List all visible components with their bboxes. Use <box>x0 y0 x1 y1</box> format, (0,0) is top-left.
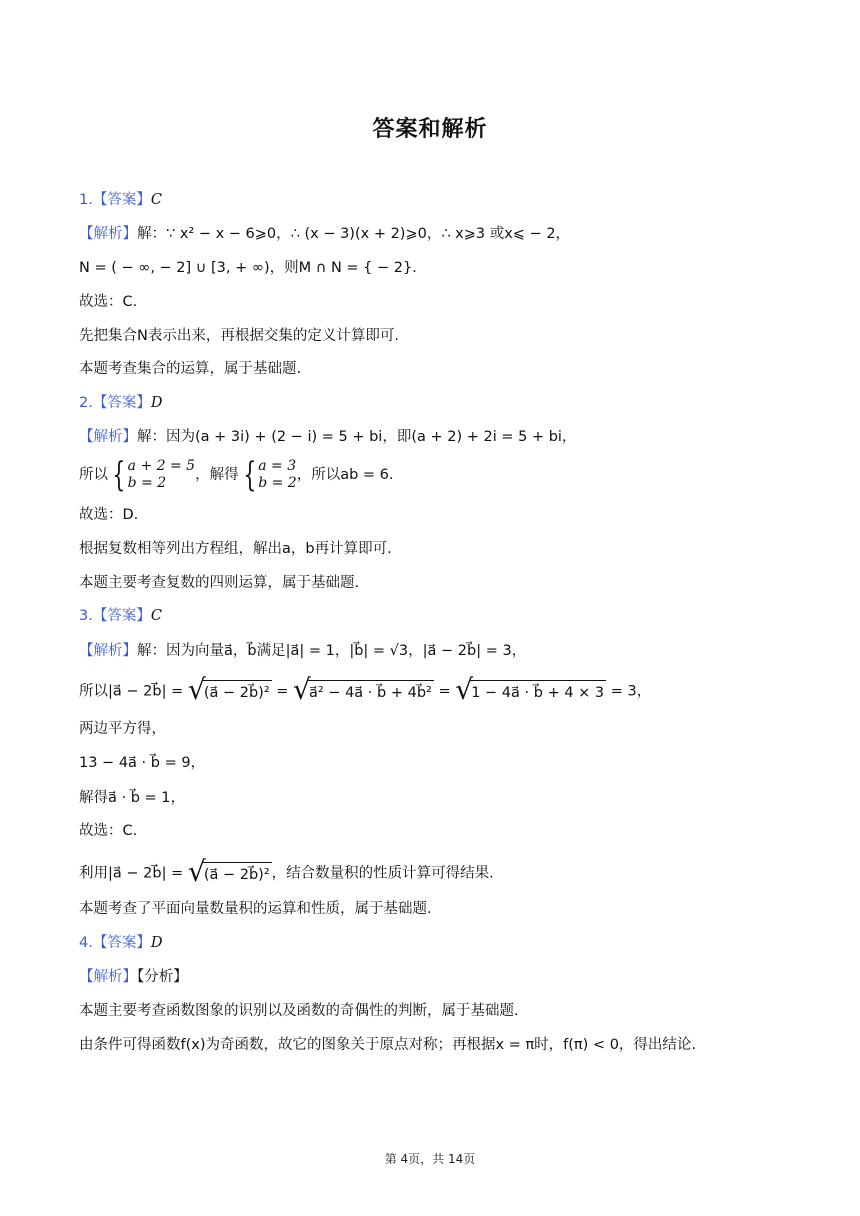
system1-bottom: b = 2 <box>127 475 167 491</box>
sqrt-expression-2: √ a⃗² − 4a⃗ · b⃗ + 4b⃗² <box>293 673 432 706</box>
equation-system-2: { a = 3 b = 2 <box>242 455 297 495</box>
q3-analysis-line-1 <box>79 641 526 661</box>
q2-analysis-tag: 【解析】 <box>79 429 137 445</box>
q3-analysis-tag: 【解析】 <box>79 643 137 659</box>
q2-text-2-mid: ，解得 <box>195 467 239 483</box>
q3-sqrt-line-2 <box>79 855 494 888</box>
sqrt-body-2: a⃗² − 4a⃗ · b⃗ + 4b⃗² <box>307 680 434 703</box>
q2-text-5: 本题主要考查复数的四则运算，属于基础题. <box>79 575 360 591</box>
q2-text-3: 故选：D. <box>79 507 139 523</box>
system2-top: a = 3 <box>258 458 297 474</box>
q3-text-7-suffix: ，结合数量积的性质计算可得结果. <box>271 865 494 882</box>
q3-sqrt-line <box>79 673 652 706</box>
q4-text-1: 本题主要考查函数图象的识别以及函数的奇偶性的判断，属于基础题. <box>79 1003 519 1019</box>
q3-text-2-prefix: 所以|a⃗ − 2b⃗| = <box>79 683 188 700</box>
q3-text-1: 解：因为向量a⃗，b⃗满足|a⃗| = 1，|b⃗| = √3，|a⃗ − 2b⃗| = 3， <box>137 643 527 659</box>
q3-eq-2: = <box>433 683 456 700</box>
q1-text-2: N = ( − ∞, − 2] ∪ [3, + ∞)，则M ∩ N = { − 2}. <box>79 260 417 276</box>
q4-answer: D <box>150 935 163 951</box>
q2-answer-tag: 【答案】 <box>92 395 151 411</box>
q3-number: 3. <box>79 608 93 624</box>
q1-answer: C <box>150 192 162 208</box>
page-title: 答案和解析 <box>372 117 488 142</box>
q1-answer-line <box>79 190 162 210</box>
q4-analysis-line <box>79 967 188 987</box>
q1-answer-tag: 【答案】 <box>92 192 151 208</box>
sqrt-expression-3: √ 1 − 4a⃗ · b⃗ + 4 × 3 <box>455 673 605 706</box>
q1-text-4: 先把集合N表示出来，再根据交集的定义计算即可. <box>79 328 399 344</box>
page-footer: 第 4页，共 14页 <box>384 1152 476 1166</box>
q2-systems-line <box>79 455 394 495</box>
q4-answer-tag: 【答案】 <box>92 935 151 951</box>
q2-analysis-line-1 <box>79 427 576 447</box>
q1-number: 1. <box>79 192 93 208</box>
sqrt-body-1: (a⃗ − 2b⃗)² <box>202 680 272 703</box>
q3-text-6: 故选：C. <box>79 823 138 839</box>
q3-answer: C <box>150 608 162 624</box>
q4-analysis-sub: 【分析】 <box>137 969 188 985</box>
q3-eq-1: = <box>271 683 294 700</box>
q3-text-3: 两边平方得， <box>79 721 166 737</box>
q2-number: 2. <box>79 395 93 411</box>
q2-answer-line <box>79 393 162 413</box>
q4-analysis-tag: 【解析】 <box>79 969 137 985</box>
q3-text-2-suffix: = 3， <box>606 683 652 700</box>
q3-text-4: 13 − 4a⃗ · b⃗ = 9， <box>79 755 206 771</box>
q3-answer-tag: 【答案】 <box>92 608 151 624</box>
q2-text-1: 解：因为(a + 3i) + (2 − i) = 5 + bi，即(a + 2) + 2i = 5 + bi， <box>137 429 577 445</box>
system1-top: a + 2 = 5 <box>127 458 196 474</box>
q1-analysis-tag: 【解析】 <box>79 226 137 242</box>
q2-text-2-suffix: ，所以ab = 6. <box>296 467 394 483</box>
q1-text-3: 故选：C. <box>79 294 138 310</box>
q3-text-5: 解得a⃗ · b⃗ = 1， <box>79 790 186 806</box>
sqrt-body-3: 1 − 4a⃗ · b⃗ + 4 × 3 <box>469 680 606 703</box>
q3-text-7-prefix: 利用|a⃗ − 2b⃗| = <box>79 865 188 882</box>
q4-number: 4. <box>79 935 93 951</box>
q4-answer-line <box>79 933 162 953</box>
q1-analysis-line-1 <box>79 224 570 244</box>
q2-text-4: 根据复数相等列出方程组，解出a，b再计算即可. <box>79 541 392 557</box>
system2-bottom: b = 2 <box>258 475 297 491</box>
q2-text-2-prefix: 所以 <box>79 467 108 483</box>
sqrt-expression-4: √ (a⃗ − 2b⃗)² <box>187 855 270 888</box>
sqrt-body-4: (a⃗ − 2b⃗)² <box>202 862 272 885</box>
q1-text-5: 本题考查集合的运算，属于基础题. <box>79 361 302 377</box>
equation-system-1: { a + 2 = 5 b = 2 <box>112 455 196 495</box>
q4-text-2: 由条件可得函数f(x)为奇函数，故它的图象关于原点对称；再根据x = π时，f(π) < 0，得出结论. <box>79 1037 697 1053</box>
q3-text-8: 本题考查了平面向量数量积的运算和性质，属于基础题. <box>79 901 432 917</box>
q3-answer-line <box>79 606 162 626</box>
q2-answer: D <box>150 395 163 411</box>
q1-text-1: 解：∵ x² − x − 6⩾0，∴ (x − 3)(x + 2)⩾0，∴ x⩾3 或x⩽ − 2， <box>137 226 571 242</box>
sqrt-expression-1: √ (a⃗ − 2b⃗)² <box>187 673 270 706</box>
